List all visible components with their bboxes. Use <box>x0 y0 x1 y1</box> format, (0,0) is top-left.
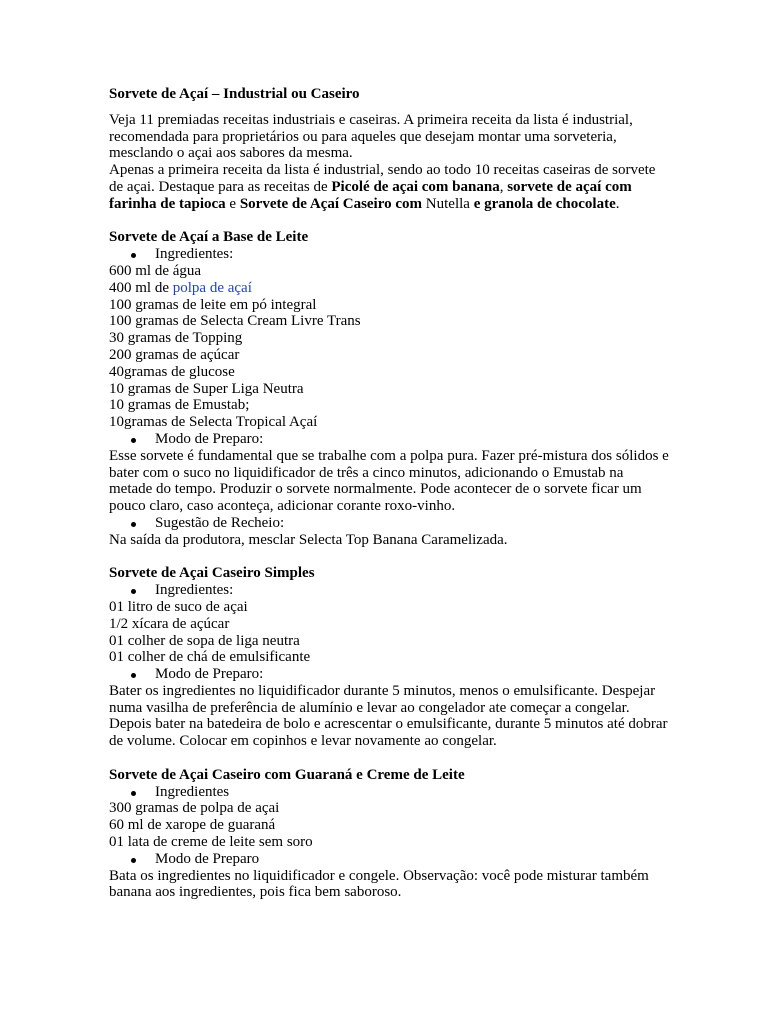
ingredient-line: 300 gramas de polpa de açai <box>109 800 280 817</box>
method-text: Bater os ingredientes no liquidificador durante 5 minutos, menos o emulsificante. Despejar numa vasilha de preferência de alumínio e levar ao congelador ate começar a congelar. Depois bater na batedeira de bolo e acrescentar o emulsificante, durante 5 minutos até dobrar de volume. Colocar em copinhos e levar novamente ao congelar. <box>109 682 668 750</box>
ingredient-line: 40gramas de glucose <box>109 363 235 380</box>
ingredient-line: 60 ml de xarope de guaraná <box>109 817 276 834</box>
ingredient-line: 01 colher de chá de emulsificante <box>109 649 311 666</box>
intro-text: Nutella <box>422 195 474 212</box>
recipe-section <box>109 229 669 548</box>
ingredients-label: Ingredientes: <box>109 246 669 263</box>
highlight-recipe-2: sorvete de açaí com farinha de tapioca <box>109 178 632 212</box>
highlight-recipe-3: Sorvete de Açaí Caseiro com <box>239 195 423 212</box>
highlight-recipe-4: e granola de chocolate <box>473 195 616 212</box>
bullet-list <box>109 582 669 599</box>
intro-paragraph-2 <box>109 162 669 212</box>
highlight-recipe-1: Picolé de açai com banana <box>331 178 500 195</box>
method-label: Modo de Preparo: <box>109 431 669 448</box>
ingredient-line: 10gramas de Selecta Tropical Açaí <box>109 414 318 431</box>
ingredient-line <box>109 280 669 297</box>
ingredient-line: 200 gramas de açúcar <box>109 346 240 363</box>
method-label: Modo de Preparo: <box>109 666 669 683</box>
method-label: Modo de Preparo <box>109 851 669 868</box>
recipe-section <box>109 767 669 901</box>
document-title: Sorvete de Açaí – Industrial ou Caseiro <box>109 86 360 102</box>
intro-text: Apenas a primeira receita da lista é industrial, sendo ao todo 10 receitas caseiras de sorvete de açai. Destaque para as receitas de <box>109 162 656 195</box>
ingredient-line: 30 gramas de Topping <box>109 330 243 347</box>
polpa-link[interactable]: polpa de açaí <box>172 279 252 296</box>
bullet-list <box>109 784 669 801</box>
intro-text: e <box>225 195 240 212</box>
filling-text: Na saída da produtora, mesclar Selecta Top Banana Caramelizada. <box>109 531 508 548</box>
intro-paragraph-1: Veja 11 premiadas receitas industriais e caseiras. A primeira receita da lista é industrial, recomendada para proprietários ou para aqueles que desejam montar uma sorveteria, mesclando o açai aos sabores da mesma. <box>109 111 633 162</box>
bullet-list <box>109 851 669 868</box>
intro-text: , <box>499 178 508 195</box>
recipe-title: Sorvete de Açai Caseiro Simples <box>109 565 315 582</box>
ingredient-line: 600 ml de água <box>109 262 202 279</box>
method-text: Esse sorvete é fundamental que se trabalhe com a polpa pura. Fazer pré-mistura dos sólidos e bater com o suco no liquidificador de três a cinco minutos, adicionando o Emustab na metade do tempo. Produzir o sorvete normalmente. Pode acontecer de o sorvete ficar um pouco claro, caso aconteça, adicionar corante roxo-vinho. <box>109 447 669 515</box>
bullet-list <box>109 431 669 448</box>
intro <box>109 112 669 213</box>
ingredient-line: 100 gramas de Selecta Cream Livre Trans <box>109 313 361 330</box>
ingredients-label: Ingredientes <box>109 784 669 801</box>
recipe-title: Sorvete de Açai Caseiro com Guaraná e Creme de Leite <box>109 766 465 783</box>
ingredient-line: 100 gramas de leite em pó integral <box>109 296 317 313</box>
filling-label: Sugestão de Recheio: <box>109 515 669 532</box>
ingredients-label: Ingredientes: <box>109 582 669 599</box>
method-text: Bata os ingredientes no liquidificador e congele. Observação: você pode misturar também banana aos ingredientes, pois fica bem saboroso. <box>109 867 649 901</box>
ingredient-line: 10 gramas de Emustab; <box>109 397 250 414</box>
ingredient-line: 1/2 xícara de açúcar <box>109 615 230 632</box>
bullet-list <box>109 515 669 532</box>
recipe-section <box>109 565 669 750</box>
ingredient-line: 01 litro de suco de açai <box>109 598 248 615</box>
bullet-list <box>109 666 669 683</box>
intro-text: . <box>615 195 620 212</box>
ingredient-line: 01 lata de creme de leite sem soro <box>109 834 313 851</box>
recipe-title: Sorvete de Açaí a Base de Leite <box>109 229 309 246</box>
document-content <box>109 86 669 901</box>
ingredient-line: 01 colher de sopa de liga neutra <box>109 632 300 649</box>
ingredient-line: 10 gramas de Super Liga Neutra <box>109 380 304 397</box>
ingredient-text: 400 ml de <box>109 279 173 296</box>
bullet-list <box>109 246 669 263</box>
